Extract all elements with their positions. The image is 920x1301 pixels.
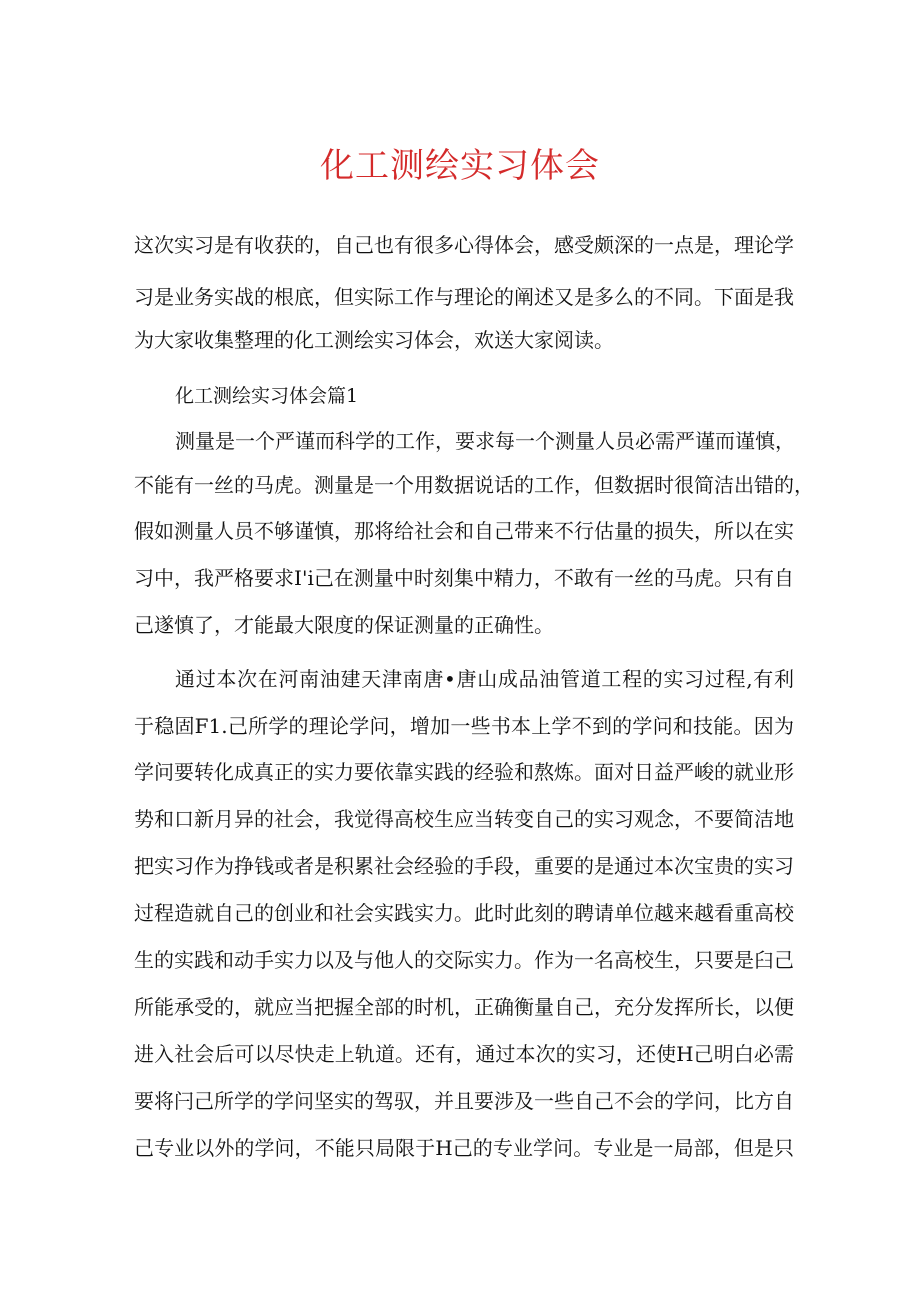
paragraph-line: 学问要转化成真正的实力要依靠实践的经验和熬炼。面对日益严峻的就业形 [134, 760, 794, 784]
paragraph-line: 通过本次在河南油建天津南唐•唐山成品油管道工程的实习过程,有利 [175, 667, 794, 691]
section-heading: 化工测绘实习体会篇1 [175, 385, 359, 407]
paragraph-line: 不能有一丝的马虎。测量是一个用数据说话的工作，但数据时很简洁出错的， [134, 473, 814, 497]
intro-line: 这次实习是有收获的，自己也有很多心得体会，感受颇深的一点是，理论学 [134, 233, 794, 257]
paragraph-line: 测量是一个严谨而科学的工作，要求每一个测量人员必需严谨而谨慎， [175, 429, 795, 453]
paragraph-line: 生的实践和动手实力以及与他人的交际实力。作为一名高校生，只要是臼己 [134, 948, 794, 972]
paragraph-line: 势和口新月异的社会，我觉得高校生应当转变自己的实习观念，不要简洁地 [134, 807, 794, 831]
paragraph-line: 要将闩己所学的学问坚实的驾驭，并且要涉及一些自己不会的学问，比方自 [134, 1089, 794, 1113]
page-title: 化工测绘实习体会 [320, 146, 600, 186]
paragraph-line: 过程造就自己的创业和社会实践实力。此时此刻的聘请单位越来越看重高校 [134, 901, 794, 925]
intro-line: 为大家收集整理的化工测绘实习体会，欢送大家阅读。 [134, 328, 614, 352]
paragraph-line: 所能承受的，就应当把握全部的时机，正确衡量自己，充分发挥所长，以便 [134, 995, 794, 1019]
paragraph-line: 假如测量人员不够谨慎，那将给社会和自己带来不行估量的损失，所以在实 [134, 519, 794, 543]
intro-line: 习是业务实战的根底，但实际工作与理论的阐述又是多么的不同。下面是我 [134, 285, 794, 309]
paragraph-line: 己遂慎了，才能最大限度的保证测量的正确性。 [134, 613, 554, 637]
paragraph-line: 己专业以外的学问，不能只局限于H己的专业学问。专业是一局部，但是只 [134, 1136, 794, 1160]
paragraph-line: 习中，我严格要求I'i己在测量中时刻集中精力，不敢有一丝的马虎。只有自 [134, 566, 794, 590]
paragraph-line: 于稳固F1.己所学的理论学问，增加一些书本上学不到的学问和技能。因为 [134, 714, 794, 738]
paragraph-line: 进入社会后可以尽快走上轨道。还有，通过本次的实习，还使H己明白必需 [134, 1042, 794, 1066]
paragraph-line: 把实习作为挣钱或者是积累社会经验的手段，重要的是通过本次宝贵的实习 [134, 854, 794, 878]
